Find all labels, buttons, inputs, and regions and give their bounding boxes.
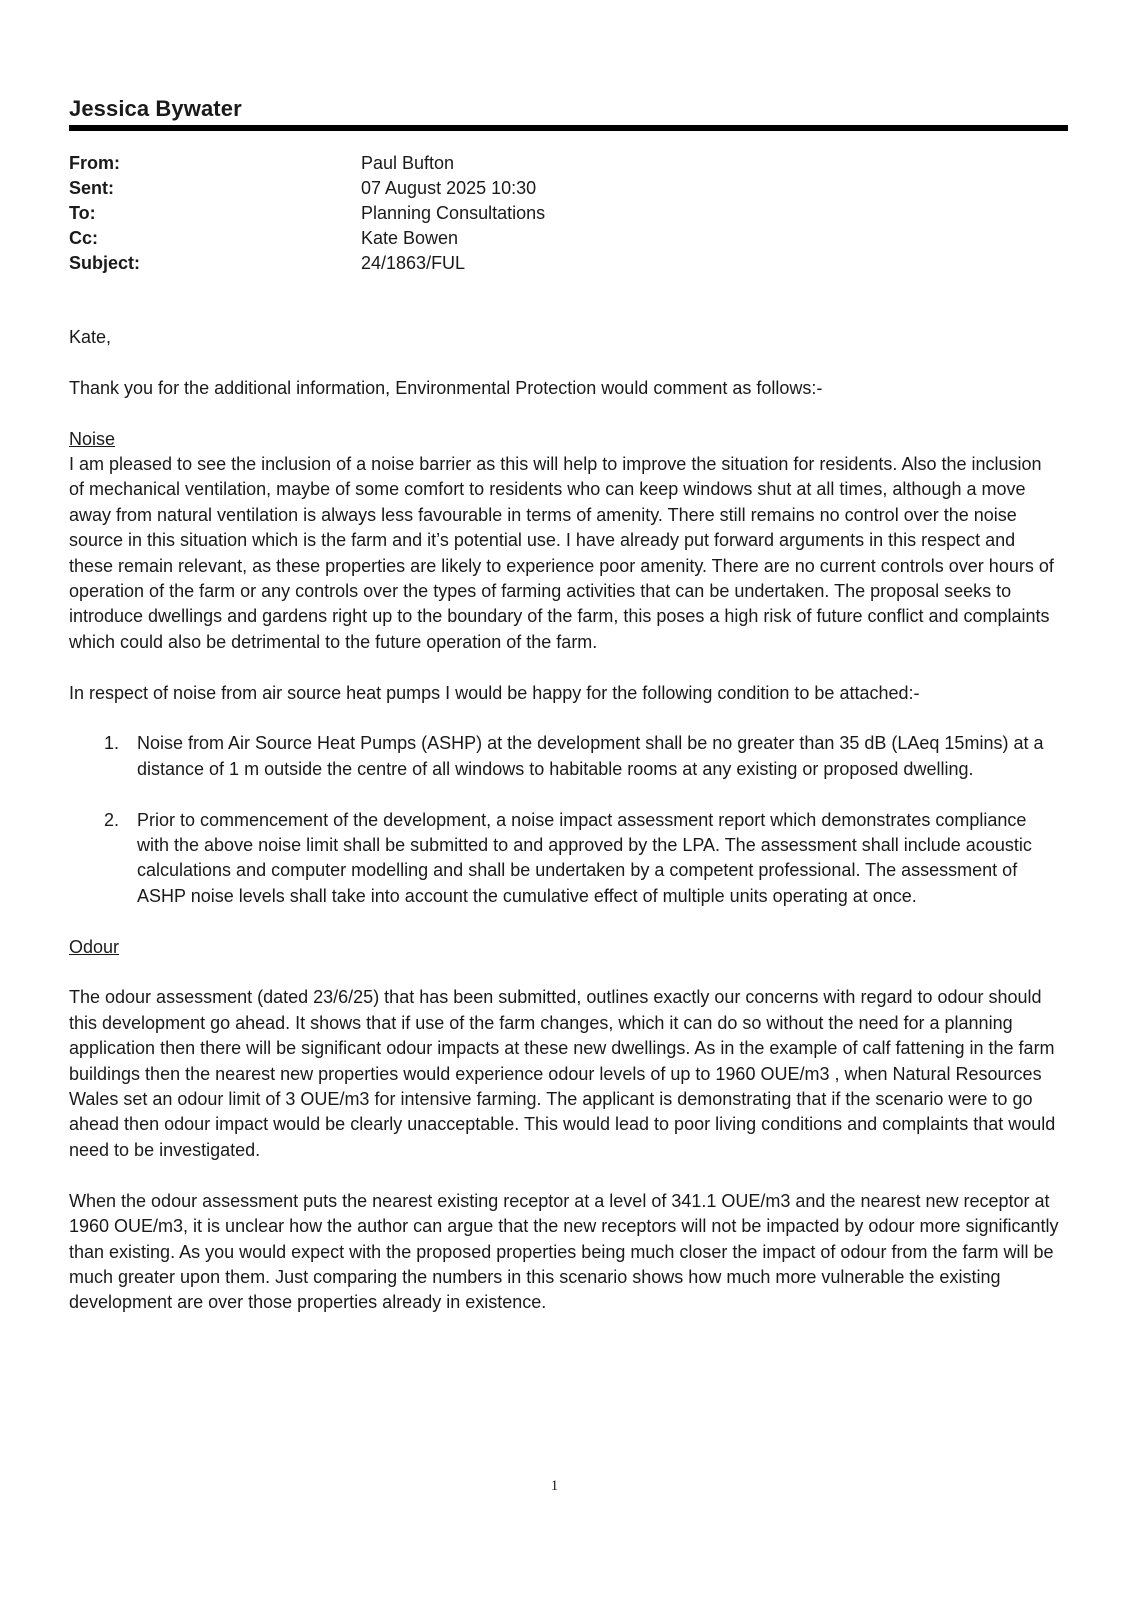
intro-paragraph: Thank you for the additional information, Environmental Protection would comment as follows:- (69, 377, 823, 398)
condition-item (69, 808, 1059, 910)
header-row-sent (69, 176, 1068, 201)
header-divider (69, 125, 1068, 131)
header-value-cc: Kate Bowen (361, 228, 459, 248)
document-page (69, 0, 1069, 1600)
header-label: Sent: (69, 178, 114, 198)
header-value-sent: 07 August 2025 10:30 (361, 178, 537, 198)
page-number: 1 (550, 1478, 559, 1494)
condition-item (69, 731, 1059, 782)
section-heading-noise: Noise (69, 428, 116, 449)
salutation: Kate, (69, 327, 112, 347)
odour-paragraph-1: The odour assessment (dated 23/6/25) that has been submitted, outlines exactly our concerns with regard to odour should this development go ahead. It shows that if use of the farm changes, which it can do so without the need for a planning application then there will be significant odour impacts at these new dwellings. As in the example of calf fattening in the farm buildings then the nearest new properties would experience odour levels of up to 1960 OUE/m3 , when Natural Resources Wales set an odour limit of 3 OUE/m3 for intensive farming. The applicant is demonstrating that if the scenario were to go ahead then odour impact would be clearly unacceptable. This would lead to poor living conditions and complaints that would need to be investigated. (69, 987, 1056, 1160)
condition-text: Noise from Air Source Heat Pumps (ASHP) at the development shall be no greater than 35 dB (LAeq 15mins) at a distance of 1 m outside the centre of all windows to habitable rooms at any existing or proposed dwelling. (137, 733, 1044, 779)
header-row-cc (69, 226, 1068, 251)
condition-intro-paragraph: In respect of noise from air source heat pumps I would be happy for the following condition to be attached:- (69, 682, 920, 703)
header-row-subject (69, 251, 1068, 276)
header-value-subject: 24/1863/FUL (361, 253, 466, 273)
condition-number: 1. (104, 733, 120, 754)
header-label: Cc: (69, 228, 99, 248)
mailbox-owner-name: Jessica Bywater (69, 96, 242, 121)
section-heading-odour: Odour (69, 936, 120, 957)
email-header-block (69, 151, 1068, 276)
email-body (69, 325, 1059, 1341)
header-label: From: (69, 153, 120, 173)
header-value-to: Planning Consultations (361, 203, 546, 223)
noise-paragraph: I am pleased to see the inclusion of a noise barrier as this will help to improve the situation for residents. Also the inclusion of mechanical ventilation, maybe of some comfort to residents who can keep windows shut at all times, although a move away from natural ventilation is always less favourable in terms of amenity. There still remains no control over the noise source in this situation which is the farm and it’s potential use. I have already put forward arguments in this respect and these remain relevant, as these properties are likely to experience poor amenity. There are no current controls over hours of operation of the farm or any controls over the types of farming activities that can be undertaken. The proposal seeks to introduce dwellings and gardens right up to the boundary of the farm, this poses a high risk of future conflict and complaints which could also be detrimental to the future operation of the farm. (69, 454, 1054, 652)
header-row-to (69, 201, 1068, 226)
condition-text: Prior to commencement of the development, a noise impact assessment report which demonstrates compliance with the above noise limit shall be submitted to and approved by the LPA. The assessment shall include acoustic calculations and computer modelling and shall be undertaken by a competent professional. The assessment of ASHP noise levels shall take into account the cumulative effect of multiple units operating at once. (137, 809, 1032, 906)
header-row-from (69, 151, 1068, 176)
header-value-from: Paul Bufton (361, 153, 455, 173)
conditions-list (69, 731, 1059, 909)
header-label: Subject: (69, 253, 141, 273)
odour-paragraph-2: When the odour assessment puts the nearest existing receptor at a level of 341.1 OUE/m3 and the nearest new receptor at 1960 OUE/m3, it is unclear how the author can argue that the new receptors will not be impacted by odour more significantly than existing. As you would expect with the proposed properties being much closer the impact of odour from the farm will be much greater upon them. Just comparing the numbers in this scenario shows how much more vulnerable the existing development are over those properties already in existence. (69, 1190, 1059, 1313)
header-label: To: (69, 203, 96, 223)
condition-number: 2. (104, 809, 120, 830)
